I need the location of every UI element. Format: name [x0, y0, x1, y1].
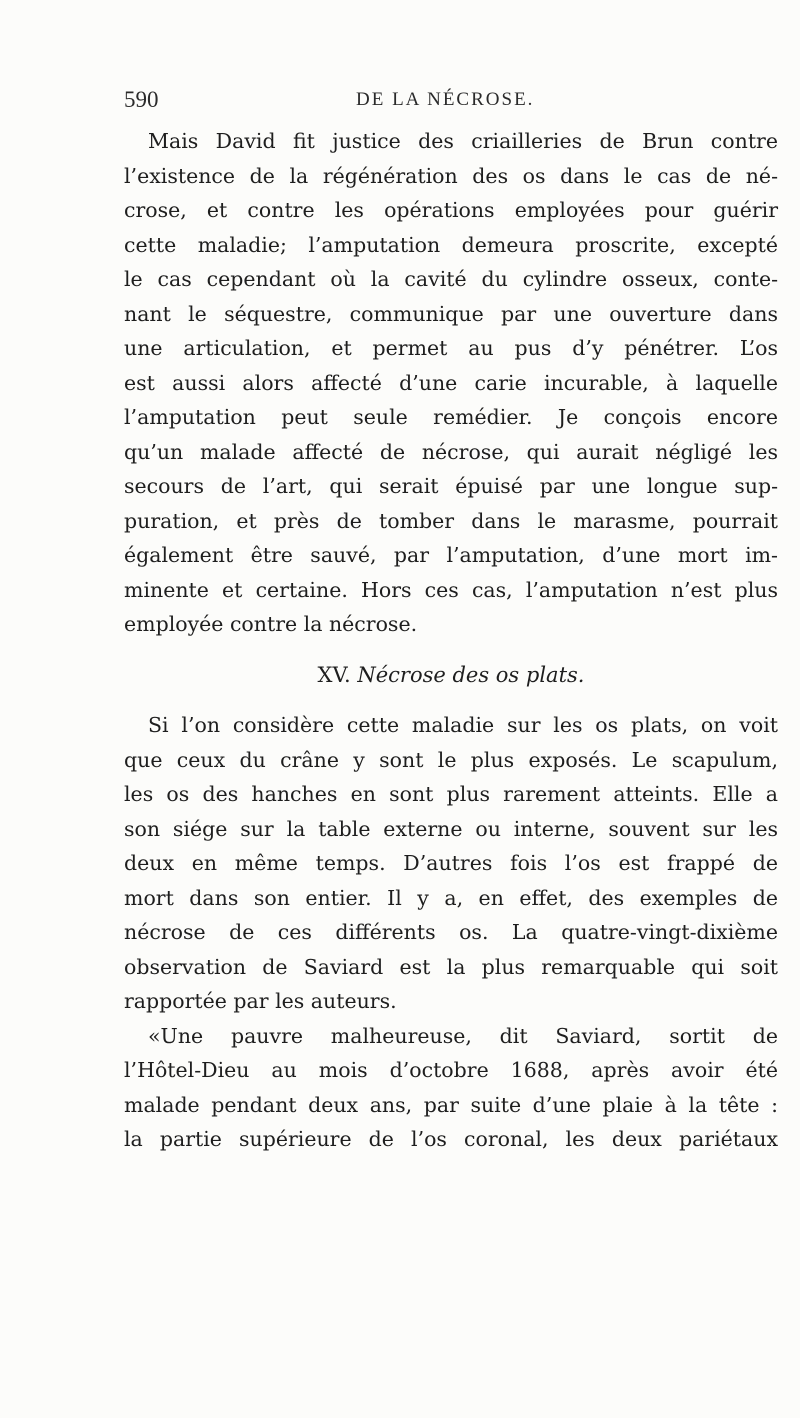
text-line: une articulation, et permet au pus d’y pénétrer. L’os — [124, 336, 778, 360]
text-line: rapportée par les auteurs. — [124, 989, 397, 1013]
text-line: mort dans son entier. Il y a, en effet, des exemples de — [124, 885, 778, 910]
text-line: nécrose de ces différents os. La quatre-vingt-dixième — [124, 920, 778, 944]
text-line: la partie supérieure de l’os coronal, les deux pariétaux — [124, 1127, 778, 1151]
text-line: l’amputation peut seule remédier. Je conçois encore — [124, 405, 778, 429]
text-line: l’Hôtel-Dieu au mois d’octobre 1688, après avoir été — [124, 1058, 778, 1082]
text-line: puration, et près de tomber dans le marasme, pourrait — [124, 508, 778, 533]
text-line: «Une pauvre malheureuse, dit Saviard, sortit de — [148, 1023, 778, 1048]
text-line: l’existence de la régénération des os dans le cas de né- — [124, 163, 778, 188]
text-line: cette maladie; l’amputation demeura proscrite, excepté — [124, 232, 778, 257]
text-line: Si l’on considère cette maladie sur les os plats, on voit — [148, 713, 778, 737]
text-line: malade pendant deux ans, par suite d’une plaie à la tête : — [124, 1092, 778, 1117]
paragraph-saviard-quote — [124, 1019, 778, 1157]
body-text — [124, 124, 778, 1157]
text-line: deux en même temps. D’autres fois l’os est frappé de — [124, 851, 778, 875]
text-line: minente et certaine. Hors ces cas, l’amputation n’est plus — [124, 577, 778, 602]
page-header — [124, 87, 778, 117]
text-line: le cas cependant où la cavité du cylindre osseux, conte- — [124, 267, 778, 291]
text-line: également être sauvé, par l’amputation, d’une mort im- — [124, 543, 778, 567]
text-line: son siége sur la table externe ou interne, souvent sur les — [124, 816, 778, 841]
text-line: qu’un malade affecté de nécrose, qui aurait négligé les — [124, 439, 778, 464]
page-number: 590 — [124, 87, 159, 112]
paragraph-flat-bones — [124, 708, 778, 1019]
text-line: Mais David fit justice des criailleries de Brun contre — [148, 129, 778, 153]
section-heading — [124, 658, 778, 693]
section-number: XV. — [317, 662, 351, 687]
text-line: les os des hanches en sont plus rarement atteints. Elle a — [124, 782, 778, 806]
text-line: nant le séquestre, communique par une ouverture dans — [124, 301, 778, 326]
text-line: est aussi alors affecté d’une carie incurable, à laquelle — [124, 370, 778, 395]
text-line: secours de l’art, qui serait épuisé par une longue sup- — [124, 474, 778, 498]
text-line: crose, et contre les opérations employées pour guérir — [124, 198, 778, 222]
running-head: DE LA NÉCROSE. — [356, 89, 535, 110]
text-line: employée contre la nécrose. — [124, 612, 418, 636]
section-title: Nécrose des os plats. — [357, 662, 585, 687]
text-line: observation de Saviard est la plus remarquable qui soit — [124, 954, 778, 979]
paragraph-amputation — [124, 124, 778, 642]
text-line: que ceux du crâne y sont le plus exposés. Le scapulum, — [124, 747, 778, 772]
